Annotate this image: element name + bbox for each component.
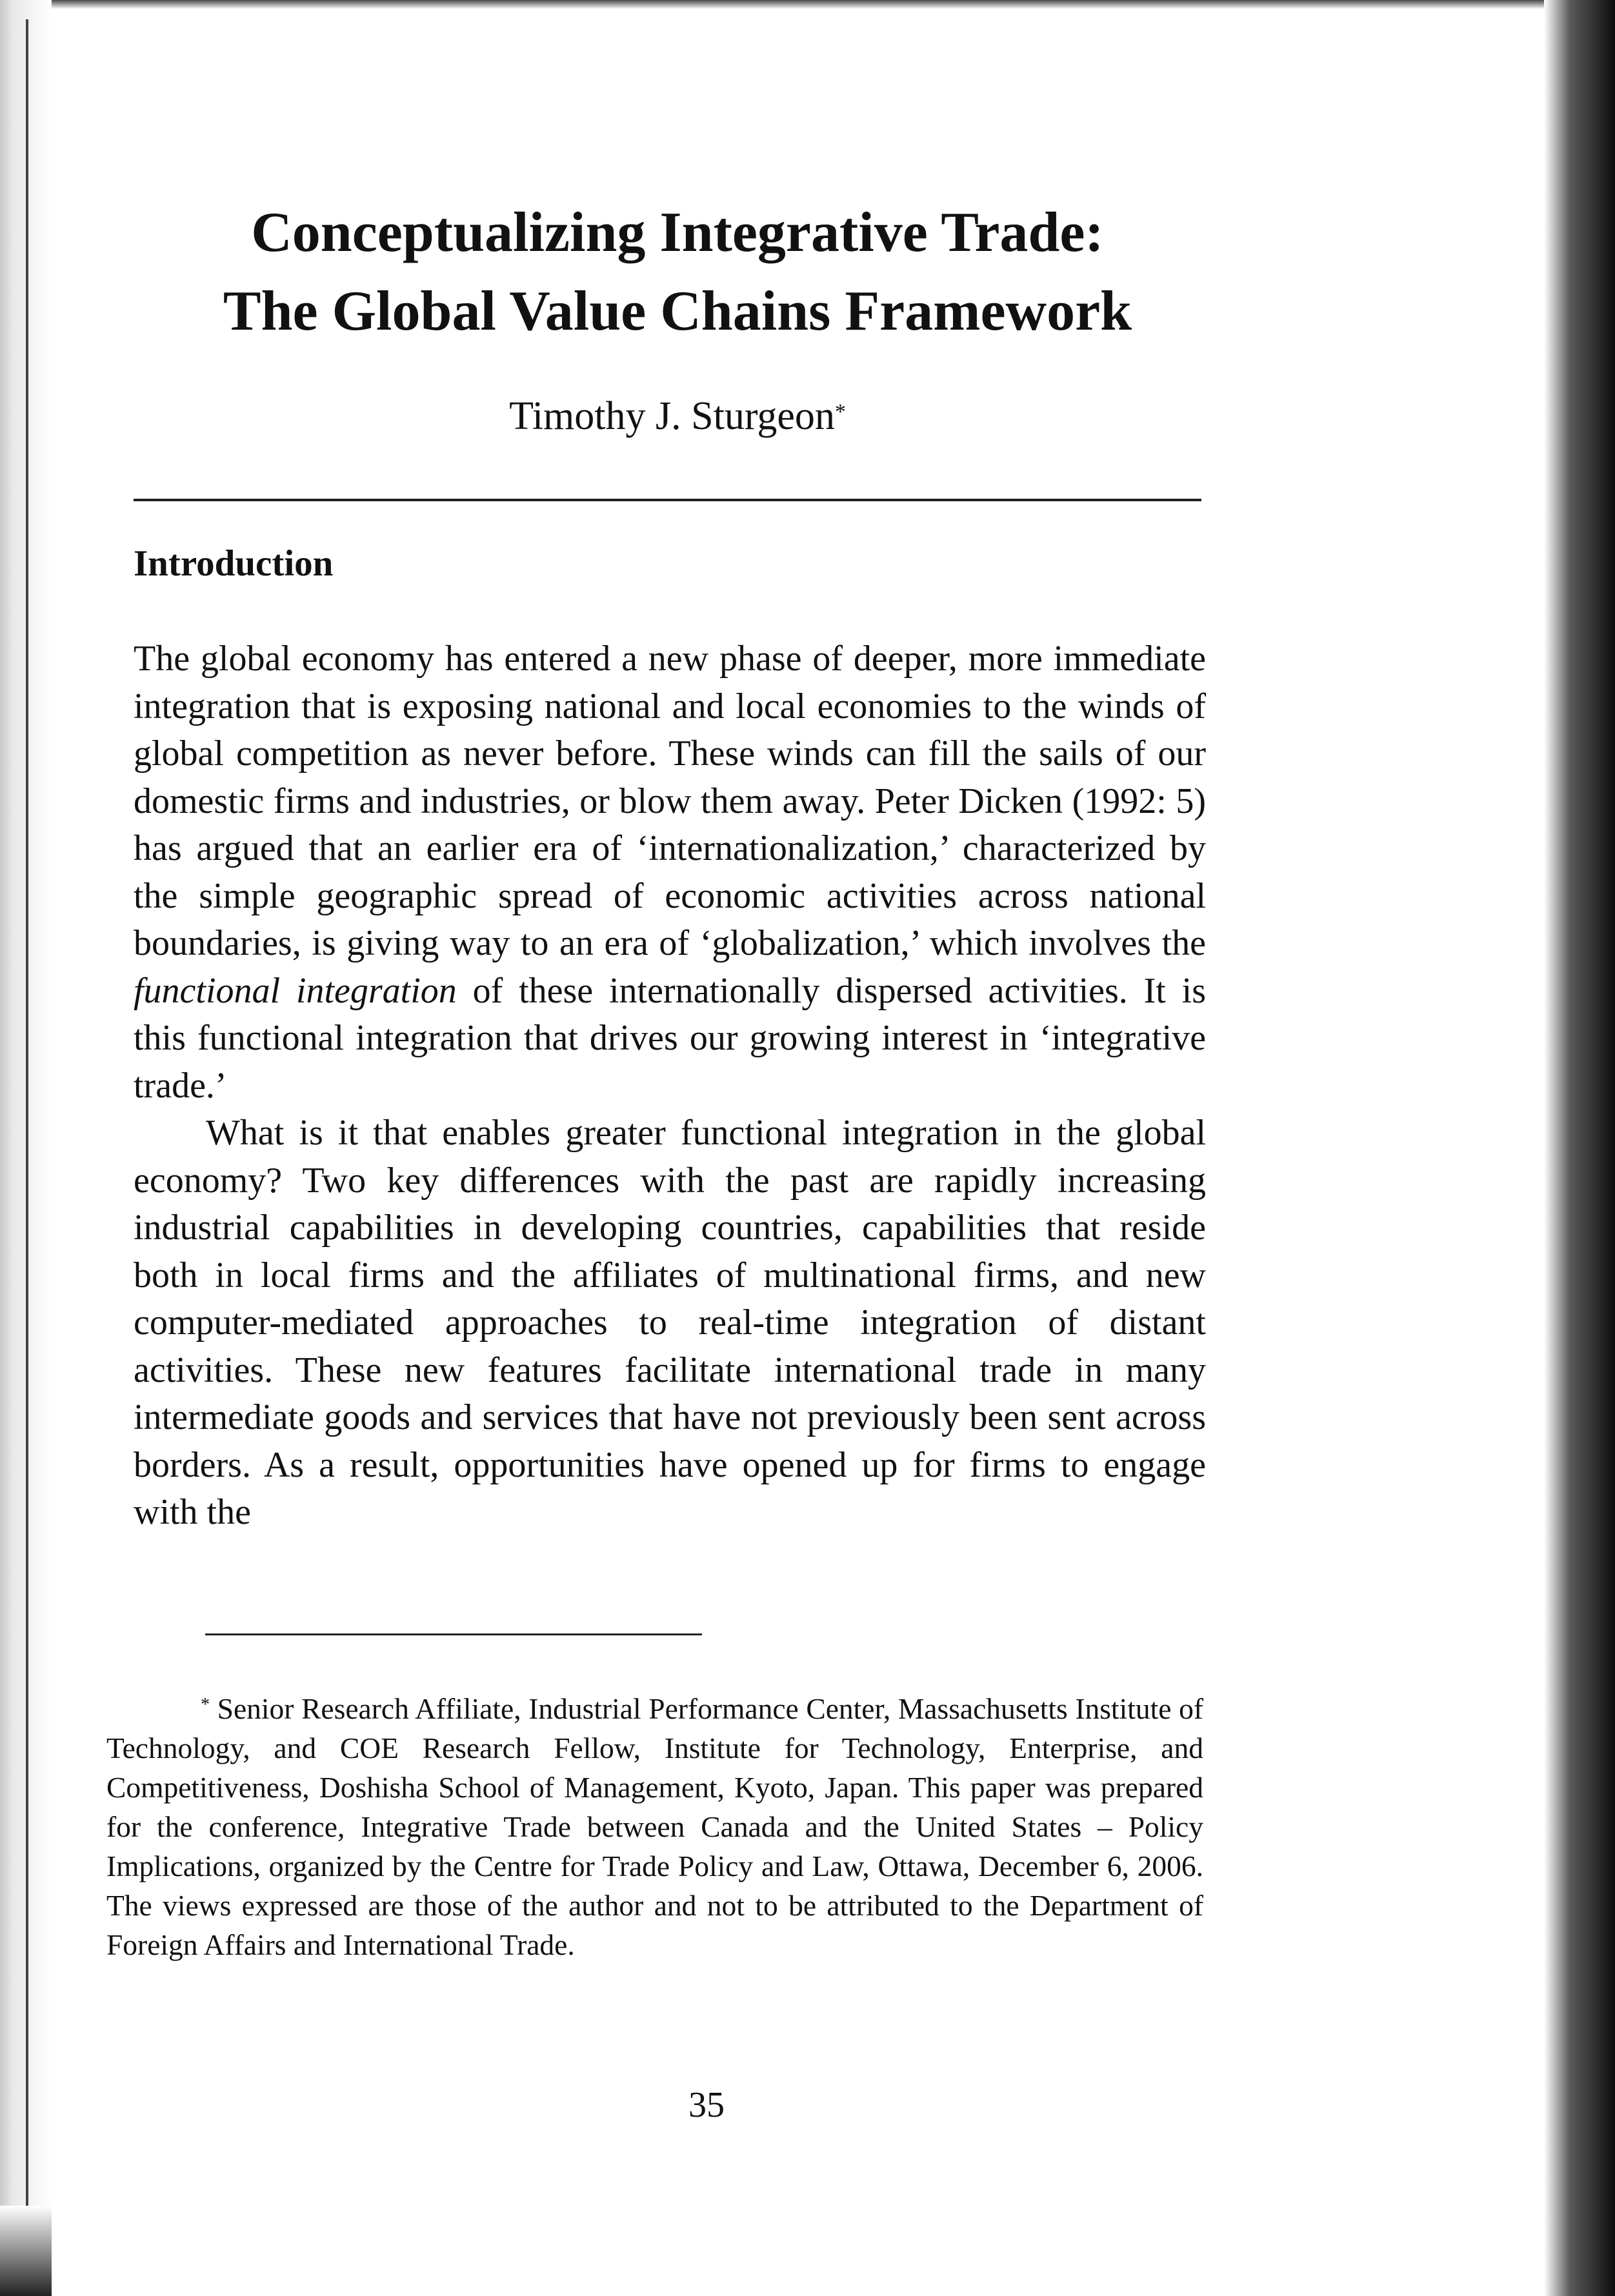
- author-name: Timothy J. Sturgeon: [509, 394, 835, 438]
- title-divider-rule: [134, 499, 1201, 501]
- footnote: [106, 1689, 1203, 1964]
- footnote-text: Senior Research Affiliate, Industrial Performance Center, Massachusetts Institute of Technology, and COE Research Fellow, Institute for Technology, Enterprise, and Competitiveness, Doshisha School of Management, Kyoto, Japan. This paper was prepared for the conference, Integrative Trade between Canada and the United States – Policy Implications, organized by the Centre for Trade Policy and Law, Ottawa, December 6, 2006. The views expressed are those of the author and not to be attributed to the Department of Foreign Affairs and International Trade.: [106, 1692, 1203, 1961]
- title-line-2: The Global Value Chains Framework: [223, 280, 1132, 343]
- binding-gutter-line: [26, 19, 28, 2277]
- scan-top-shadow: [0, 0, 1615, 9]
- body-text: [134, 635, 1206, 1537]
- body-paragraph-2: What is it that enables greater functional integration in the global economy? Two key differences with the past are rapidly increasing industrial capabilities in developing countries, capabilities that reside both in local firms and the affiliates of multinational firms, and new computer-mediated approaches to real-time integration of distant activities. These new features facilitate international trade in many intermediate goods and services that have not previously been sent across borders. As a result, opportunities have opened up for firms to engage with the: [134, 1113, 1206, 1532]
- paragraph-1-text-b: of these internationally dispersed activities. It is this functional integration that drives our growing interest in ‘integrative trade.’: [134, 970, 1206, 1106]
- paragraph-1-text-a: The global economy has entered a new phase of deeper, more immediate integration that is exposing national and local economies to the winds of global competition as never before. These winds can fill the sails of our domestic firms and industries, or blow them away. Peter Dicken (1992: 5) has argued that an earlier era of ‘internationalization,’ characterized by the simple geographic spread of economic activities across national boundaries, is giving way to an era of ‘globalization,’ which involves the: [134, 639, 1206, 963]
- scan-corner-shadow: [0, 2206, 52, 2296]
- page-number: 35: [688, 2085, 725, 2125]
- scan-right-shadow: [1544, 0, 1615, 2296]
- body-paragraph-1: [134, 635, 1206, 1110]
- footnote-marker: *: [201, 1695, 210, 1715]
- title-line-1: Conceptualizing Integrative Trade:: [251, 201, 1104, 264]
- author-footnote-marker: *: [834, 400, 846, 424]
- paper-title: [129, 194, 1226, 351]
- paragraph-1-italic: functional integration: [134, 970, 457, 1011]
- section-heading: Introduction: [134, 543, 334, 584]
- footnote-divider-rule: [205, 1633, 702, 1635]
- author-line: [129, 390, 1226, 442]
